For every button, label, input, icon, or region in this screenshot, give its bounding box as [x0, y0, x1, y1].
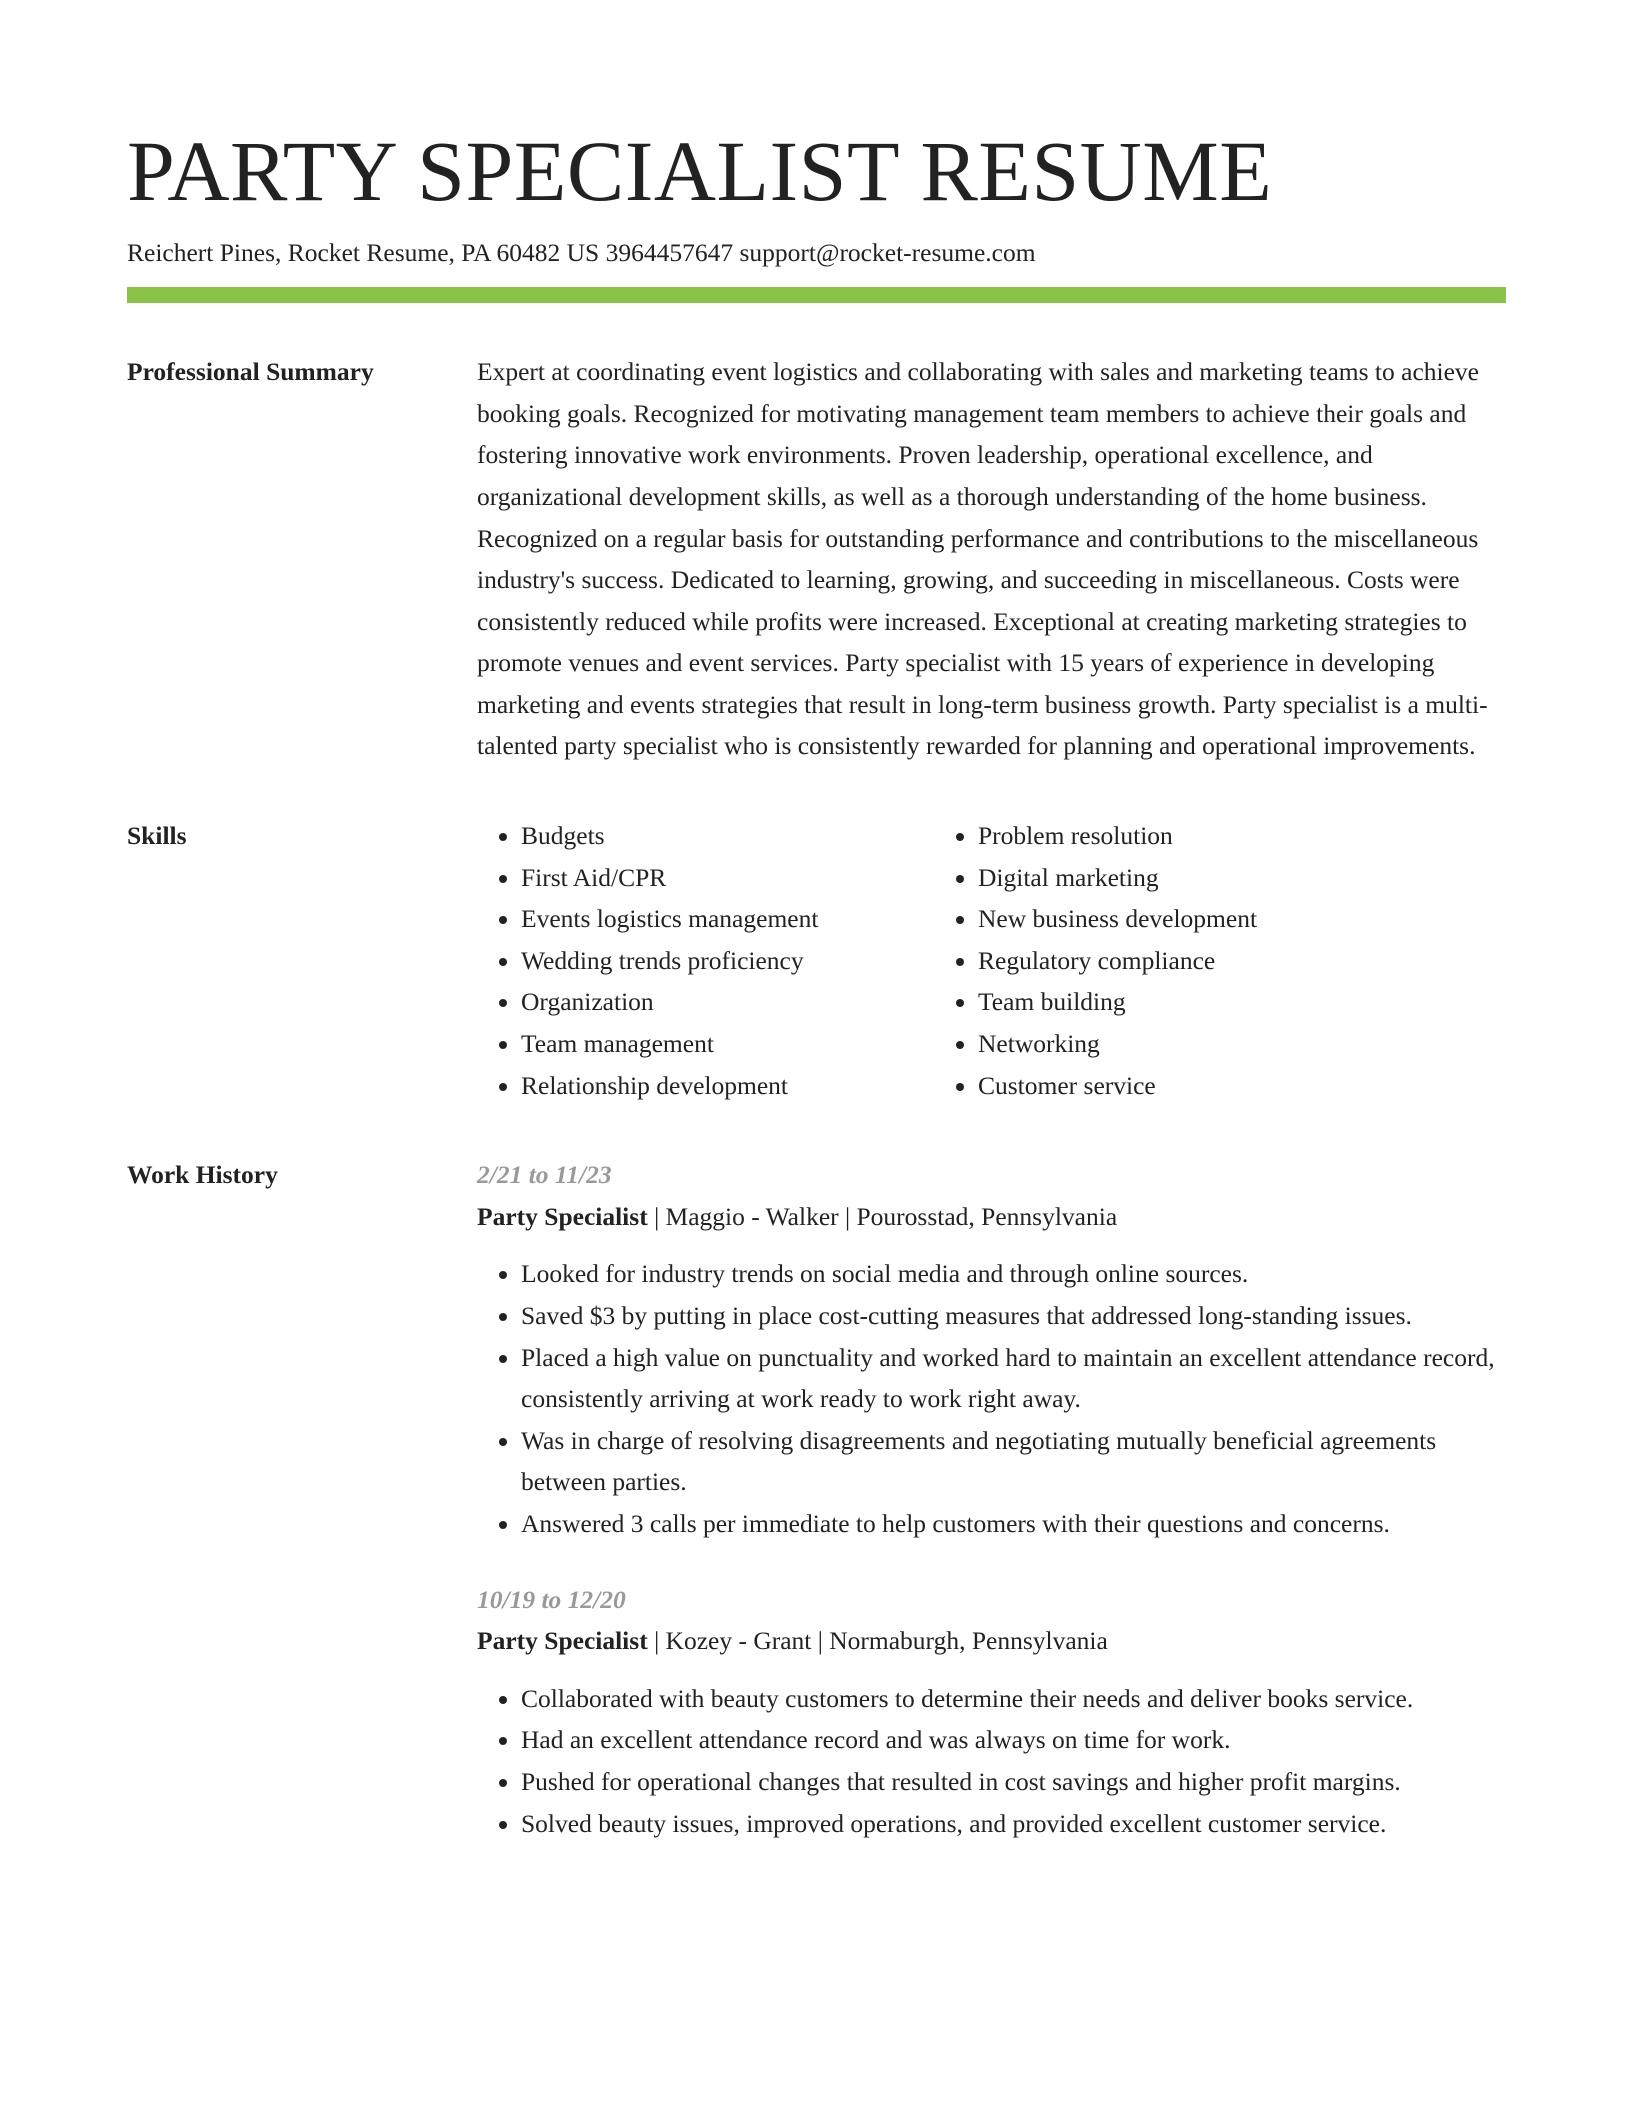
- skill-item: • Relationship development: [521, 1065, 934, 1107]
- accent-divider: [127, 287, 1506, 303]
- job-bullet: • Saved $3 by putting in place cost-cutting measures that addressed long-standing issues.: [521, 1295, 1506, 1337]
- job-title: Party Specialist: [477, 1201, 648, 1231]
- job-bullet: • Solved beauty issues, improved operations, and provided excellent customer service.: [521, 1803, 1506, 1845]
- job-bullet: • Looked for industry trends on social media and through online sources.: [521, 1253, 1506, 1295]
- job-bullet: • Answered 3 calls per immediate to help customers with their questions and concerns.: [521, 1503, 1506, 1545]
- summary-label: Professional Summary: [127, 357, 374, 387]
- skill-item: • New business development: [978, 898, 1391, 940]
- job-entry: [477, 1579, 1506, 1845]
- work-history-section: [127, 1154, 1506, 1878]
- skill-item: • Organization: [521, 981, 934, 1023]
- job-bullets: [477, 1678, 1506, 1844]
- skills-list-right: [934, 815, 1391, 1106]
- job-bullet: • Placed a high value on punctuality and worked hard to maintain an excellent attendance record, consistently arriving at work ready to work right away.: [521, 1337, 1506, 1420]
- job-title: Party Specialist: [477, 1626, 648, 1656]
- job-title-line: [477, 1620, 1506, 1662]
- job-bullets: [477, 1253, 1506, 1544]
- job-dates: 2/21 to 11/23: [477, 1160, 612, 1190]
- resume-title: PARTY SPECIALIST RESUME: [127, 123, 1273, 219]
- skill-item: • Budgets: [521, 815, 934, 857]
- job-dates: 10/19 to 12/20: [477, 1584, 626, 1614]
- job-bullet: • Collaborated with beauty customers to determine their needs and deliver books service.: [521, 1678, 1506, 1720]
- skill-item: • Team building: [978, 981, 1391, 1023]
- skill-item: • Regulatory compliance: [978, 940, 1391, 982]
- job-details: | Maggio - Walker | Pourosstad, Pennsylvania: [647, 1201, 1118, 1231]
- skill-item: • Events logistics management: [521, 898, 934, 940]
- skills-section: [127, 815, 1506, 1106]
- job-entry: [477, 1154, 1506, 1544]
- summary-section: [127, 351, 1506, 767]
- skills-label: Skills: [127, 821, 187, 851]
- skills-grid: [477, 815, 1506, 1106]
- summary-body: [477, 351, 1506, 767]
- job-bullet: • Pushed for operational changes that resulted in cost savings and higher profit margins.: [521, 1761, 1506, 1803]
- job-details: | Kozey - Grant | Normaburgh, Pennsylvania: [647, 1626, 1108, 1656]
- work-history-label: Work History: [127, 1160, 278, 1190]
- skill-item: • First Aid/CPR: [521, 857, 934, 899]
- summary-text: Expert at coordinating event logistics and collaborating with sales and marketing teams to achieve booking goals. Recognized for motivating management team members to achieve their goals and fostering innovative work environments. Proven leadership, operational excellence, and organizational development skills, as well as a thorough understanding of the home business. Recognized on a regular basis for outstanding performance and contributions to the miscellaneous industry's success. Dedicated to learning, growing, and succeeding in miscellaneous. Costs were consistently reduced while profits were increased. Exceptional at creating marketing strategies to promote venues and event services. Party specialist with 15 years of experience in developing marketing and events strategies that result in long-term business growth. Party specialist is a multi-talented party specialist who is consistently rewarded for planning and operational improvements.: [477, 357, 1488, 761]
- skill-item: • Problem resolution: [978, 815, 1391, 857]
- job-bullet: • Had an excellent attendance record and was always on time for work.: [521, 1719, 1506, 1761]
- job-title-line: [477, 1196, 1506, 1238]
- skill-item: • Customer service: [978, 1065, 1391, 1107]
- skill-item: • Team management: [521, 1023, 934, 1065]
- work-history-body: [477, 1154, 1506, 1878]
- skills-body: [477, 815, 1506, 1106]
- skills-list-left: [477, 815, 934, 1106]
- contact-line: Reichert Pines, Rocket Resume, PA 60482 US 3964457647 support@rocket-resume.com: [127, 238, 1036, 267]
- job-bullet: • Was in charge of resolving disagreements and negotiating mutually beneficial agreements between parties.: [521, 1420, 1506, 1503]
- skill-item: • Digital marketing: [978, 857, 1391, 899]
- skill-item: • Networking: [978, 1023, 1391, 1065]
- skill-item: • Wedding trends proficiency: [521, 940, 934, 982]
